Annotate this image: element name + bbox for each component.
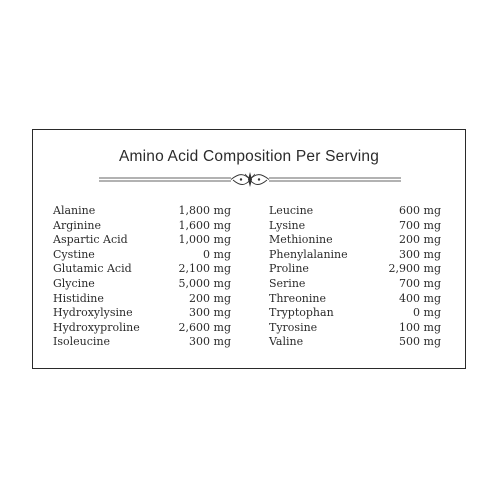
list-item <box>269 306 441 321</box>
acid-amount: 300 mg <box>189 306 231 320</box>
list-item <box>53 335 231 350</box>
acid-name: Threonine <box>269 291 327 305</box>
acid-name: Phenylalanine <box>269 247 348 261</box>
acid-name: Proline <box>269 262 309 276</box>
acid-name: Aspartic Acid <box>53 233 128 247</box>
list-item <box>269 335 441 350</box>
list-item <box>53 277 231 292</box>
list-item <box>269 248 441 263</box>
list-item <box>53 306 231 321</box>
list-item <box>269 292 441 307</box>
acid-amount: 700 mg <box>399 276 441 290</box>
acid-name: Glycine <box>53 276 95 290</box>
right-column <box>269 204 441 350</box>
acid-amount: 2,900 mg <box>388 262 441 276</box>
list-item <box>269 277 441 292</box>
acid-amount: 300 mg <box>189 335 231 349</box>
list-item <box>53 219 231 234</box>
list-item <box>53 248 231 263</box>
list-item <box>269 262 441 277</box>
acid-amount: 200 mg <box>189 291 231 305</box>
list-item <box>269 219 441 234</box>
acid-amount: 0 mg <box>413 306 441 320</box>
composition-card <box>32 129 466 369</box>
left-column <box>53 204 231 350</box>
list-item <box>269 321 441 336</box>
list-item <box>53 233 231 248</box>
acid-amount: 600 mg <box>399 204 441 217</box>
acid-name: Leucine <box>269 204 314 217</box>
acid-amount: 200 mg <box>399 233 441 247</box>
acid-amount: 0 mg <box>203 247 231 261</box>
acid-amount: 100 mg <box>399 320 441 334</box>
acid-amount: 5,000 mg <box>178 276 231 290</box>
list-item <box>269 204 441 219</box>
acid-amount: 700 mg <box>399 218 441 232</box>
acid-amount: 2,100 mg <box>178 262 231 276</box>
acid-name: Hydroxyproline <box>53 320 140 334</box>
acid-name: Arginine <box>53 218 101 232</box>
acid-amount: 1,600 mg <box>178 218 231 232</box>
list-item <box>53 262 231 277</box>
list-item <box>53 292 231 307</box>
acid-name: Cystine <box>53 247 95 261</box>
acid-amount: 500 mg <box>399 335 441 349</box>
acid-amount: 2,600 mg <box>178 320 231 334</box>
flourish-divider-icon <box>99 170 401 190</box>
acid-amount: 1,000 mg <box>178 233 231 247</box>
acid-name: Isoleucine <box>53 335 110 349</box>
acid-amount: 400 mg <box>399 291 441 305</box>
acid-name: Alanine <box>53 204 96 217</box>
list-item <box>53 204 231 219</box>
list-item <box>269 233 441 248</box>
acid-name: Glutamic Acid <box>53 262 132 276</box>
acid-name: Lysine <box>269 218 306 232</box>
acid-name: Histidine <box>53 291 104 305</box>
acid-amount: 1,800 mg <box>178 204 231 217</box>
acid-name: Tryptophan <box>269 306 334 320</box>
list-item <box>53 321 231 336</box>
acid-amount: 300 mg <box>399 247 441 261</box>
acid-name: Valine <box>269 335 304 349</box>
acid-name: Tyrosine <box>269 320 318 334</box>
acid-name: Hydroxylysine <box>53 306 133 320</box>
acid-name: Serine <box>269 276 306 290</box>
acid-name: Methionine <box>269 233 333 247</box>
card-title: Amino Acid Composition Per Serving <box>118 148 380 165</box>
